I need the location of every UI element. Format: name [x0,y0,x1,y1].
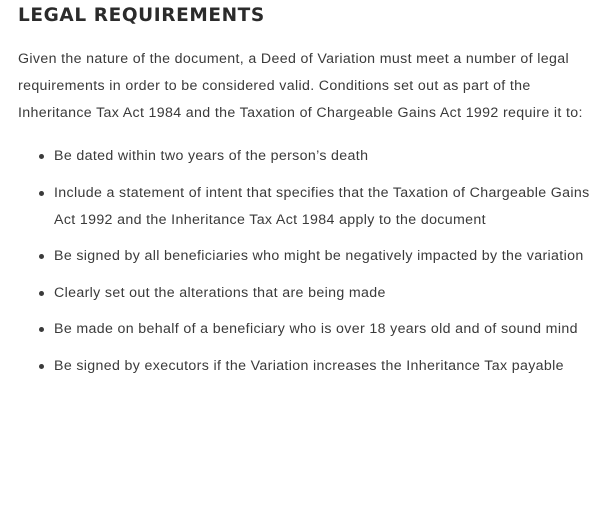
list-item [18,353,596,380]
bullet-icon [39,291,44,296]
bullet-icon [39,364,44,369]
list-item [18,243,596,270]
list-item [18,180,596,234]
bullet-icon [39,327,44,332]
section-heading: LEGAL REQUIREMENTS [18,5,265,26]
bullet-icon [39,191,44,196]
bullet-icon [39,254,44,259]
list-item [18,280,596,307]
list-item [18,143,596,170]
requirements-list [18,143,596,380]
requirement-text: Be dated within two years of the person’s death [54,148,369,164]
requirement-text: Be signed by executors if the Variation increases the Inheritance Tax payable [54,357,564,374]
intro-paragraph: Given the nature of the document, a Deed of Variation must meet a number of legal requirements in order to be considered valid. Conditions set out as part of the Inheritance Tax Act 1984 and the Taxation of Chargeable Gains Act 1992 require it to: [18,51,583,121]
requirement-text: Be made on behalf of a beneficiary who is over 18 years old and of sound mind [54,321,578,337]
requirement-text: Include a statement of intent that specifies that the Taxation of Chargeable Gains Act 1992 and the Inheritance Tax Act 1984 apply to the document [54,184,590,228]
requirement-text: Clearly set out the alterations that are being made [54,284,386,301]
list-item [18,316,596,343]
bullet-icon [39,154,44,159]
requirement-text: Be signed by all beneficiaries who might be negatively impacted by the variation [54,248,584,264]
